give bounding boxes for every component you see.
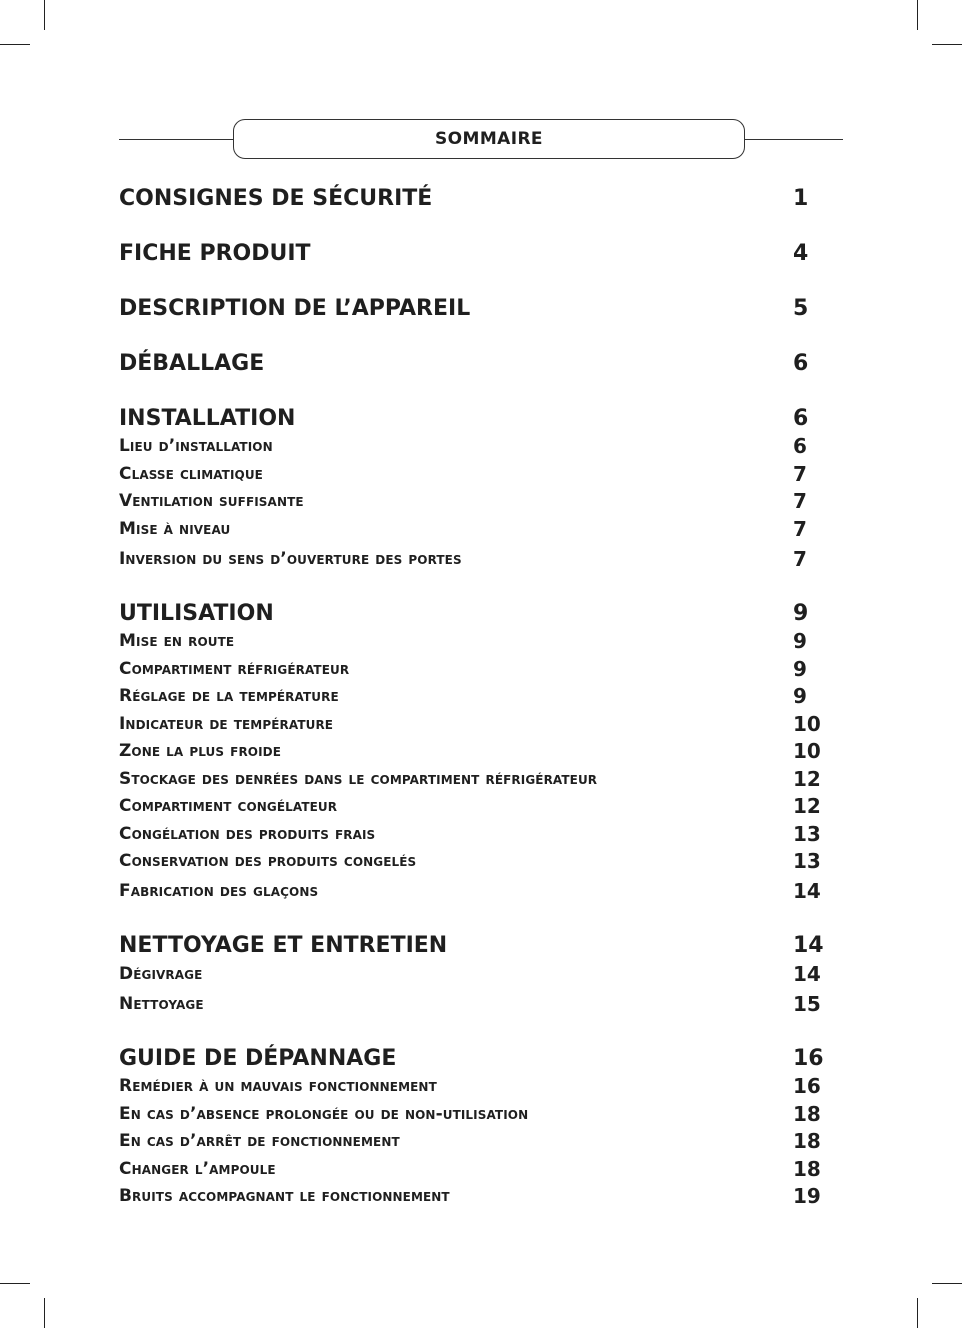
toc-page-number: 6: [793, 351, 809, 376]
toc-label: NETTOYAGE ET ENTRETIEN: [119, 933, 448, 958]
toc-page-number: 7: [793, 462, 807, 486]
page-title: SOMMAIRE: [435, 129, 543, 149]
toc-label: Congélation des produits frais: [119, 824, 376, 844]
toc-page-number: 1: [793, 186, 809, 211]
toc-label: DESCRIPTION DE L’APPAREIL: [119, 296, 471, 321]
crop-mark: [932, 44, 962, 45]
toc-label: CONSIGNES DE SÉCURITÉ: [119, 186, 433, 211]
toc-label: UTILISATION: [119, 601, 274, 626]
toc-page-number: 7: [793, 489, 807, 513]
toc-page-number: 4: [793, 241, 809, 266]
header-rule-right: [744, 139, 843, 140]
toc-label: Fabrication des glaçons: [119, 881, 319, 901]
toc-page-number: 9: [793, 601, 809, 626]
toc-page-number: 19: [793, 1184, 821, 1208]
toc-page-number: 10: [793, 712, 821, 736]
crop-mark: [917, 1298, 918, 1328]
toc-label: Mise à niveau: [119, 519, 231, 539]
crop-mark: [44, 0, 45, 30]
toc-page-number: 13: [793, 822, 821, 846]
crop-mark: [932, 1283, 962, 1284]
toc-page-number: 13: [793, 849, 821, 873]
toc-label: Indicateur de température: [119, 714, 334, 734]
crop-mark: [44, 1298, 45, 1328]
toc-page-number: 6: [793, 406, 809, 431]
crop-mark: [917, 0, 918, 30]
toc-label: Inversion du sens d’ouverture des portes: [119, 549, 462, 569]
crop-mark: [0, 44, 30, 45]
toc-page-number: 12: [793, 767, 821, 791]
toc-label: Classe climatique: [119, 464, 263, 484]
toc-page-number: 14: [793, 962, 821, 986]
toc-label: DÉBALLAGE: [119, 351, 265, 376]
toc-page-number: 12: [793, 794, 821, 818]
toc-label: Conservation des produits congelés: [119, 851, 417, 871]
toc-label: Dégivrage: [119, 964, 203, 984]
header-box: [233, 119, 745, 159]
toc-label: En cas d’absence prolongée ou de non-utilisation: [119, 1104, 529, 1124]
toc-label: Changer l’ampoule: [119, 1159, 276, 1179]
header-rule-left: [119, 139, 234, 140]
toc-page-number: 16: [793, 1046, 824, 1071]
toc-label: Réglage de la température: [119, 686, 339, 706]
toc-page-number: 16: [793, 1074, 821, 1098]
toc-page-number: 5: [793, 296, 809, 321]
toc-label: En cas d’arrêt de fonctionnement: [119, 1131, 400, 1151]
toc-page-number: 9: [793, 629, 807, 653]
toc-page-number: 18: [793, 1102, 821, 1126]
toc-label: Nettoyage: [119, 994, 204, 1014]
toc-page-number: 10: [793, 739, 821, 763]
toc-label: FICHE PRODUIT: [119, 241, 311, 266]
toc-page-number: 9: [793, 684, 807, 708]
toc-label: Zone la plus froide: [119, 741, 282, 761]
toc-label: Compartiment congélateur: [119, 796, 338, 816]
toc-page-number: 18: [793, 1157, 821, 1181]
toc-label: GUIDE DE DÉPANNAGE: [119, 1046, 397, 1071]
toc-page-number: 15: [793, 992, 821, 1016]
toc-page-number: 14: [793, 933, 824, 958]
toc-page-number: 7: [793, 547, 807, 571]
toc-page-number: 18: [793, 1129, 821, 1153]
toc-label: Remédier à un mauvais fonctionnement: [119, 1076, 437, 1096]
toc-label: Lieu d’installation: [119, 436, 273, 456]
toc-label: Ventilation suffisante: [119, 491, 304, 511]
toc-label: Stockage des denrées dans le compartiment réfrigérateur: [119, 769, 598, 789]
toc-label: INSTALLATION: [119, 406, 296, 431]
toc-page-number: 9: [793, 657, 807, 681]
toc-label: Bruits accompagnant le fonctionnement: [119, 1186, 450, 1206]
toc-label: Mise en route: [119, 631, 235, 651]
toc-page-number: 7: [793, 517, 807, 541]
crop-mark: [0, 1283, 30, 1284]
toc-label: Compartiment réfrigérateur: [119, 659, 350, 679]
toc-page-number: 14: [793, 879, 821, 903]
toc-page-number: 6: [793, 434, 807, 458]
